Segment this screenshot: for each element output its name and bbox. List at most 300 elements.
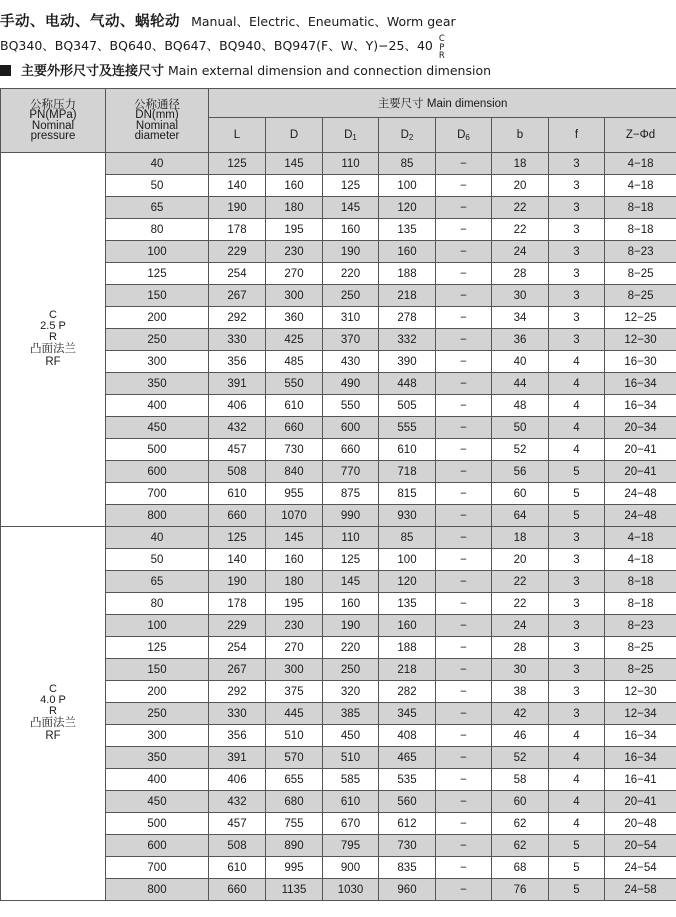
dn-cell: 800: [106, 505, 209, 527]
dn-cell: 80: [106, 219, 209, 241]
dimension-cell: 120: [379, 197, 436, 219]
dimension-cell: 3: [549, 175, 605, 197]
dimension-cell: 48: [492, 395, 549, 417]
dimension-cell: 12−34: [605, 703, 676, 725]
dimension-cell: 24−48: [605, 505, 676, 527]
dimension-cell: 30: [492, 659, 549, 681]
dimension-cell: 457: [209, 813, 266, 835]
nominal-pressure-cell: [1, 527, 106, 901]
dn-cell: 700: [106, 857, 209, 879]
dimension-cell: −: [436, 571, 492, 593]
dn-cell: 300: [106, 725, 209, 747]
dimension-cell: 270: [266, 263, 323, 285]
dn-cell: 150: [106, 285, 209, 307]
dimension-cell: 160: [266, 175, 323, 197]
dimension-cell: 570: [266, 747, 323, 769]
dimension-cell: 160: [379, 241, 436, 263]
dimension-cell: 62: [492, 835, 549, 857]
dimension-cell: 140: [209, 175, 266, 197]
dimension-cell: −: [436, 439, 492, 461]
square-bullet-icon: [0, 65, 11, 76]
dimension-cell: −: [436, 417, 492, 439]
dimension-cell: 300: [266, 285, 323, 307]
dn-cell: 800: [106, 879, 209, 901]
dimension-cell: 508: [209, 461, 266, 483]
dimension-cell: 180: [266, 197, 323, 219]
dimension-cell: 190: [209, 197, 266, 219]
dimension-cell: 300: [266, 659, 323, 681]
dimension-cell: 1070: [266, 505, 323, 527]
dimension-cell: 795: [323, 835, 379, 857]
dimension-cell: 391: [209, 373, 266, 395]
dimension-cell: 345: [379, 703, 436, 725]
dimension-cell: 229: [209, 615, 266, 637]
dimension-cell: 4−18: [605, 153, 676, 175]
dn-cell: 300: [106, 351, 209, 373]
dimension-cell: 178: [209, 593, 266, 615]
dimension-cell: 485: [266, 351, 323, 373]
dimension-cell: 178: [209, 219, 266, 241]
dimension-cell: 190: [323, 241, 379, 263]
dimension-cell: 4: [549, 439, 605, 461]
dimension-cell: 930: [379, 505, 436, 527]
pn-c: C: [49, 309, 57, 321]
dimension-cell: 4−18: [605, 175, 676, 197]
dimension-cell: 4: [549, 725, 605, 747]
dimension-cell: −: [436, 835, 492, 857]
dimension-cell: 510: [266, 725, 323, 747]
dimension-cell: 660: [323, 439, 379, 461]
column-header: [379, 118, 436, 153]
dimension-cell: 190: [209, 571, 266, 593]
dimension-cell: 612: [379, 813, 436, 835]
dimension-cell: 20−54: [605, 835, 676, 857]
dimension-cell: 448: [379, 373, 436, 395]
column-header-subscript: 6: [465, 132, 470, 142]
dimension-cell: 64: [492, 505, 549, 527]
dimension-cell: 145: [323, 571, 379, 593]
dn-cell: 500: [106, 439, 209, 461]
dimension-cell: 445: [266, 703, 323, 725]
dimension-cell: 60: [492, 791, 549, 813]
dimension-cell: 24: [492, 241, 549, 263]
dimension-cell: 718: [379, 461, 436, 483]
dn-cell: 100: [106, 615, 209, 637]
table-row: [1, 153, 676, 175]
dn-cell: 50: [106, 175, 209, 197]
title-line: [0, 10, 456, 32]
dimension-cell: 20−41: [605, 439, 676, 461]
dimension-cell: 406: [209, 395, 266, 417]
dimension-cell: −: [436, 593, 492, 615]
dimension-cell: 58: [492, 769, 549, 791]
dimension-cell: 3: [549, 307, 605, 329]
dimension-cell: 432: [209, 417, 266, 439]
dimension-cell: −: [436, 395, 492, 417]
dimension-cell: 655: [266, 769, 323, 791]
dimension-cell: 755: [266, 813, 323, 835]
dn-cell: 50: [106, 549, 209, 571]
dimension-cell: 660: [209, 505, 266, 527]
dimension-cell: 4: [549, 351, 605, 373]
dimension-cell: 370: [323, 329, 379, 351]
dimension-cell: 195: [266, 219, 323, 241]
dimension-cell: −: [436, 197, 492, 219]
dimension-cell: 610: [266, 395, 323, 417]
dimension-cell: 385: [323, 703, 379, 725]
dimension-cell: 50: [492, 417, 549, 439]
dimension-cell: 1135: [266, 879, 323, 901]
column-header-label: b: [516, 129, 524, 141]
dimension-cell: 52: [492, 439, 549, 461]
dimension-cell: −: [436, 769, 492, 791]
dimension-cell: −: [436, 461, 492, 483]
pn-value-stack: [1, 310, 105, 343]
dimension-cell: 4: [549, 813, 605, 835]
dimension-cell: 125: [209, 527, 266, 549]
dimension-cell: 24: [492, 615, 549, 637]
dimension-cell: 24−48: [605, 483, 676, 505]
dimension-cell: 135: [379, 593, 436, 615]
dn-cell: 200: [106, 307, 209, 329]
dn-cell: 350: [106, 747, 209, 769]
dimension-cell: 220: [323, 263, 379, 285]
column-header-label: D: [400, 128, 409, 141]
dimension-cell: 4−18: [605, 549, 676, 571]
dimension-cell: 356: [209, 351, 266, 373]
dn-cell: 200: [106, 681, 209, 703]
dimension-cell: 3: [549, 681, 605, 703]
dimension-cell: 12−30: [605, 329, 676, 351]
dimension-cell: 465: [379, 747, 436, 769]
pn-flange-rf: RF: [45, 730, 61, 742]
dimension-cell: 20: [492, 175, 549, 197]
dimension-cell: 18: [492, 153, 549, 175]
dimension-cell: 267: [209, 285, 266, 307]
dimension-cell: 12−30: [605, 681, 676, 703]
dimension-cell: −: [436, 351, 492, 373]
dimension-cell: 3: [549, 527, 605, 549]
header-pn-cn: 公称压力: [30, 98, 76, 111]
section-heading: [0, 60, 491, 78]
column-header: [209, 118, 266, 153]
dimension-cell: −: [436, 791, 492, 813]
dimension-cell: 145: [266, 153, 323, 175]
dimension-cell: 254: [209, 263, 266, 285]
dimension-cell: −: [436, 307, 492, 329]
dimension-cell: 28: [492, 637, 549, 659]
dimension-cell: 4−18: [605, 527, 676, 549]
dimension-cell: 375: [266, 681, 323, 703]
table-row: [1, 527, 676, 549]
dimension-cell: 457: [209, 439, 266, 461]
dimension-cell: 125: [323, 549, 379, 571]
models-sup-c: C: [438, 34, 445, 44]
dimension-cell: 60: [492, 483, 549, 505]
dimension-cell: −: [436, 725, 492, 747]
dimension-cell: 5: [549, 505, 605, 527]
dimension-cell: 56: [492, 461, 549, 483]
dimension-cell: 3: [549, 549, 605, 571]
dimension-cell: 430: [323, 351, 379, 373]
dimension-cell: 267: [209, 659, 266, 681]
column-header: [492, 118, 549, 153]
dimension-cell: 3: [549, 571, 605, 593]
header-pn-en2: pressure: [30, 130, 76, 142]
dimension-cell: 100: [379, 549, 436, 571]
header-main-dimension: 主要尺寸 Main dimension: [209, 89, 676, 118]
dimension-cell: 125: [323, 175, 379, 197]
dimension-cell: 4: [549, 769, 605, 791]
column-header: [605, 118, 676, 153]
dimension-cell: 188: [379, 263, 436, 285]
pn-r: R: [49, 705, 57, 717]
dimension-cell: 28: [492, 263, 549, 285]
dimension-cell: 900: [323, 857, 379, 879]
dimension-cell: 8−18: [605, 197, 676, 219]
page-header: [0, 0, 676, 82]
dimension-cell: 250: [323, 285, 379, 307]
dimension-cell: 510: [323, 747, 379, 769]
dn-cell: 65: [106, 571, 209, 593]
dimension-cell: 610: [379, 439, 436, 461]
title-en: Manual、Electric、Eneumatic、Worm gear: [191, 14, 456, 29]
models-sup-p: P: [439, 42, 445, 53]
dn-cell: 450: [106, 791, 209, 813]
dimension-cell: 16−34: [605, 373, 676, 395]
dimension-cell: 3: [549, 219, 605, 241]
dimension-cell: 40: [492, 351, 549, 373]
dimension-cell: 195: [266, 593, 323, 615]
dimension-cell: 610: [209, 857, 266, 879]
dimension-cell: 220: [323, 637, 379, 659]
dimension-cell: 670: [323, 813, 379, 835]
dn-cell: 500: [106, 813, 209, 835]
header-pn-unit: PN(MPa): [29, 109, 77, 121]
dimension-cell: −: [436, 747, 492, 769]
dn-cell: 100: [106, 241, 209, 263]
dimension-cell: 160: [323, 593, 379, 615]
dimension-cell: 218: [379, 659, 436, 681]
dimension-cell: 30: [492, 285, 549, 307]
pn-c: C: [49, 683, 57, 695]
dimension-cell: 230: [266, 241, 323, 263]
dimension-cell: 360: [266, 307, 323, 329]
dimension-cell: 550: [266, 373, 323, 395]
dimension-cell: 188: [379, 637, 436, 659]
dimension-cell: 16−34: [605, 747, 676, 769]
dimension-cell: 3: [549, 703, 605, 725]
dimension-cell: 3: [549, 285, 605, 307]
dimension-cell: 120: [379, 571, 436, 593]
dimension-cell: 110: [323, 153, 379, 175]
dimension-cell: 990: [323, 505, 379, 527]
dimension-cell: 835: [379, 857, 436, 879]
dimension-cell: 3: [549, 263, 605, 285]
dimension-cell: 8−25: [605, 285, 676, 307]
dimension-cell: 310: [323, 307, 379, 329]
dimension-cell: 160: [379, 615, 436, 637]
dimension-cell: 76: [492, 879, 549, 901]
dimension-cell: 875: [323, 483, 379, 505]
dimension-cell: 5: [549, 835, 605, 857]
dimension-cell: −: [436, 637, 492, 659]
dimension-cell: −: [436, 285, 492, 307]
dimension-cell: −: [436, 813, 492, 835]
dimension-cell: 585: [323, 769, 379, 791]
dimension-cell: 406: [209, 769, 266, 791]
dimension-cell: 20−34: [605, 417, 676, 439]
dimension-cell: 22: [492, 219, 549, 241]
dimension-cell: 770: [323, 461, 379, 483]
header-nominal-pressure: [1, 89, 106, 153]
dimension-cell: 730: [379, 835, 436, 857]
dimension-cell: −: [436, 263, 492, 285]
dimension-cell: −: [436, 241, 492, 263]
dimension-cell: 20−48: [605, 813, 676, 835]
dimension-cell: 4: [549, 747, 605, 769]
dimension-cell: 995: [266, 857, 323, 879]
dimension-cell: 160: [323, 219, 379, 241]
nominal-pressure-cell: [1, 153, 106, 527]
dimension-cell: 535: [379, 769, 436, 791]
dimension-cell: 68: [492, 857, 549, 879]
dimension-cell: 560: [379, 791, 436, 813]
dimension-cell: 660: [209, 879, 266, 901]
dimension-cell: 36: [492, 329, 549, 351]
dimension-cell: −: [436, 373, 492, 395]
dimension-cell: 140: [209, 549, 266, 571]
dimension-cell: 890: [266, 835, 323, 857]
table-body: [1, 153, 676, 901]
dimension-cell: 330: [209, 703, 266, 725]
pn-value: 4.0 P: [40, 694, 66, 706]
header-dn-en2: diameter: [134, 130, 180, 142]
dimension-cell: 20−41: [605, 791, 676, 813]
dimension-cell: −: [436, 219, 492, 241]
title-cn: 手动、电动、气动、蜗轮动: [0, 14, 180, 30]
dimension-cell: 160: [266, 549, 323, 571]
header-pn-en1: Nominal: [31, 119, 75, 132]
dimension-cell: 8−18: [605, 219, 676, 241]
pn-r: R: [49, 331, 57, 343]
dimension-cell: 125: [209, 153, 266, 175]
dimension-cell: 52: [492, 747, 549, 769]
dimension-cell: −: [436, 175, 492, 197]
dimension-cell: 42: [492, 703, 549, 725]
section-title-cn: 主要外形尺寸及连接尺寸: [20, 64, 164, 79]
column-header: [323, 118, 379, 153]
header-dn-unit: DN(mm): [135, 109, 179, 121]
dimension-cell: 600: [323, 417, 379, 439]
dimension-cell: 282: [379, 681, 436, 703]
dimension-cell: 85: [379, 153, 436, 175]
dimension-cell: 432: [209, 791, 266, 813]
dimension-cell: 145: [266, 527, 323, 549]
dn-cell: 40: [106, 153, 209, 175]
dimension-cell: 3: [549, 241, 605, 263]
dimension-cell: 610: [209, 483, 266, 505]
dimension-cell: 22: [492, 197, 549, 219]
pn-flange-cn: 凸面法兰: [30, 343, 76, 355]
dimension-cell: −: [436, 527, 492, 549]
dimension-cell: 320: [323, 681, 379, 703]
dimension-cell: 230: [266, 615, 323, 637]
column-header-subscript: 1: [352, 132, 357, 142]
dn-cell: 125: [106, 637, 209, 659]
dimension-cell: 550: [323, 395, 379, 417]
dimension-cell: 12−25: [605, 307, 676, 329]
dimension-cell: 8−23: [605, 615, 676, 637]
dimension-cell: −: [436, 153, 492, 175]
column-header: [549, 118, 605, 153]
dimension-cell: 680: [266, 791, 323, 813]
dn-cell: 350: [106, 373, 209, 395]
dn-cell: 600: [106, 461, 209, 483]
dimension-cell: 34: [492, 307, 549, 329]
dimension-cell: 5: [549, 461, 605, 483]
dimension-cell: 450: [323, 725, 379, 747]
models-cpr-stack: [439, 35, 445, 61]
pn-flange-cn: 凸面法兰: [30, 717, 76, 729]
dn-cell: 80: [106, 593, 209, 615]
dn-cell: 400: [106, 769, 209, 791]
dimension-cell: 270: [266, 637, 323, 659]
dimension-cell: 555: [379, 417, 436, 439]
dimension-cell: 730: [266, 439, 323, 461]
dimension-cell: 5: [549, 483, 605, 505]
pn-flange-rf: RF: [45, 356, 61, 368]
dimension-cell: 5: [549, 879, 605, 901]
dimension-cell: 3: [549, 637, 605, 659]
header-dn-cn: 公称通径: [134, 98, 180, 111]
dimension-cell: −: [436, 681, 492, 703]
dn-cell: 250: [106, 703, 209, 725]
dimension-cell: 190: [323, 615, 379, 637]
dimension-cell: 24−54: [605, 857, 676, 879]
column-header-label: D: [457, 128, 466, 141]
dimension-cell: 8−18: [605, 593, 676, 615]
dimension-cell: 18: [492, 527, 549, 549]
pn-value-stack: [1, 684, 105, 717]
dimension-cell: 508: [209, 835, 266, 857]
dimension-cell: 100: [379, 175, 436, 197]
dimension-cell: −: [436, 549, 492, 571]
pn-value: 2.5 P: [40, 320, 66, 332]
dimension-cell: 8−25: [605, 263, 676, 285]
dn-cell: 40: [106, 527, 209, 549]
dimension-cell: 390: [379, 351, 436, 373]
dimension-cell: 292: [209, 307, 266, 329]
dn-cell: 65: [106, 197, 209, 219]
dimension-cell: 815: [379, 483, 436, 505]
dimension-cell: −: [436, 857, 492, 879]
dn-cell: 250: [106, 329, 209, 351]
dn-cell: 150: [106, 659, 209, 681]
dimension-cell: 8−18: [605, 571, 676, 593]
dimension-cell: 16−34: [605, 725, 676, 747]
dimension-cell: −: [436, 703, 492, 725]
dimension-cell: 3: [549, 329, 605, 351]
dimension-cell: 16−34: [605, 395, 676, 417]
dimension-cell: 3: [549, 593, 605, 615]
dimension-cell: 3: [549, 615, 605, 637]
column-header-label: L: [233, 129, 241, 141]
dimension-cell: 292: [209, 681, 266, 703]
dn-cell: 600: [106, 835, 209, 857]
dimension-cell: 660: [266, 417, 323, 439]
dimension-cell: 62: [492, 813, 549, 835]
